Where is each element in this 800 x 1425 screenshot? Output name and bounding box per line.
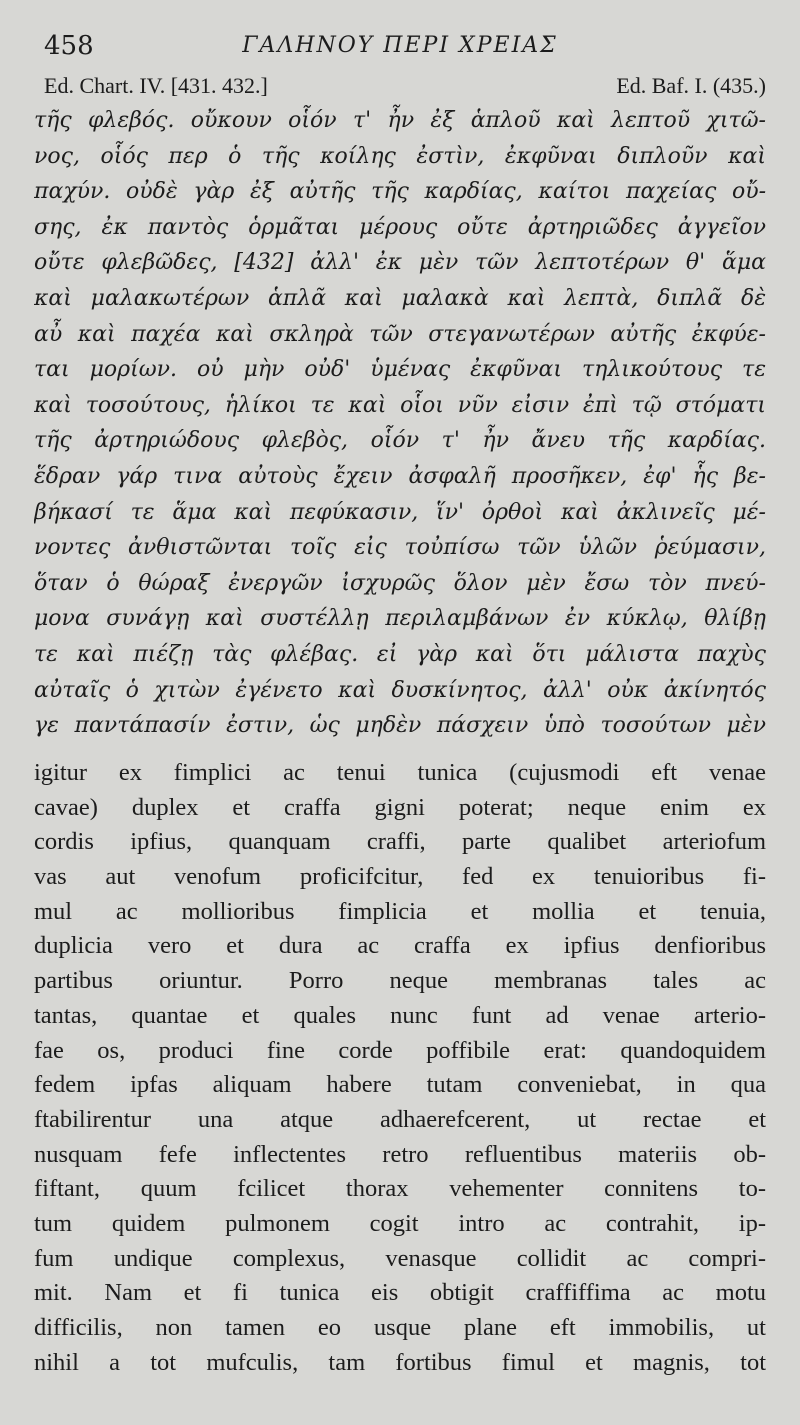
greek-text-line: καὶ τοσούτους, ἡλίκοι τε καὶ οἷοι νῦν εἰσιν ἐπὶ τῷ στόματι	[34, 392, 766, 418]
latin-text-line: vas aut venofum proficifcitur, fed ex tenuioribus fi-	[34, 863, 766, 891]
latin-text-line: mul ac mollioribus fimplicia et mollia et tenuia,	[34, 897, 766, 925]
greek-text-line: μονα συνάγῃ καὶ συστέλλῃ περιλαμβάνων ἐν κύκλῳ, θλίβῃ	[34, 606, 766, 632]
greek-text-line: ἕδραν γάρ τινα αὐτοὺς ἔχειν ἀσφαλῆ προσῆκεν, ἐφ' ἧς βε-	[34, 463, 766, 489]
greek-text-line: τῆς ἀρτηριώδους φλεβὸς, οἷόν τ' ἦν ἄνευ τῆς καρδίας.	[34, 428, 766, 454]
latin-text-line: igitur ex fimplici ac tenui tunica (cujusmodi eft venae	[34, 759, 766, 786]
edition-reference-basel: Ed. Baf. I. (435.)	[616, 73, 766, 98]
greek-text-line: ται μορίων. οὐ μὴν οὐδ' ὑμένας ἐκφῦναι τηλικούτους τε	[34, 357, 766, 383]
greek-text-line: αὐταῖς ὁ χιτὼν ἐγένετο καὶ δυσκίνητος, ἀλλ' οὐκ ἀκίνητός	[34, 677, 766, 703]
page-number: 458	[44, 31, 94, 61]
greek-text-line: οὔτε φλεβῶδες, [432] ἀλλ' ἐκ μὲν τῶν λεπτοτέρων θ' ἅμα	[34, 250, 766, 276]
running-head	[44, 26, 756, 66]
greek-text-block	[34, 103, 766, 744]
greek-text-line: νος, οἷός περ ὁ τῆς κοίλης ἐστὶν, ἐκφῦναι διπλοῦν καὶ	[34, 143, 766, 169]
greek-text-line: νοντες ἀνθιστῶνται τοῖς εἰς τοὐπίσω τῶν ὑλῶν ῥεύμασιν,	[34, 535, 766, 561]
latin-text-line: mit. Nam et fi tunica eis obtigit craffiffima ac motu	[34, 1279, 766, 1307]
latin-text-block	[34, 756, 766, 1380]
latin-text-line: tum quidem pulmonem cogit intro ac contrahit, ip-	[34, 1209, 766, 1237]
edition-reference-chartier: Ed. Chart. IV. [431. 432.]	[44, 73, 268, 98]
greek-text-line: τε καὶ πιέζῃ τὰς φλέβας. εἰ γὰρ καὶ ὅτι μάλιστα παχὺς	[34, 641, 766, 667]
latin-text-line: cavae) duplex et craffa gigni poterat; neque enim ex	[34, 793, 766, 821]
latin-text-line: difficilis, non tamen eo usque plane eft immobilis, ut	[34, 1314, 766, 1341]
latin-text-line: fae os, produci fine corde poffibile erat: quandoquidem	[34, 1036, 766, 1064]
greek-text-line: βήκασί τε ἅμα καὶ πεφύκασιν, ἵν' ὀρθοὶ καὶ ἀκλινεῖς μέ-	[34, 499, 766, 525]
greek-text-line: ὅταν ὁ θώραξ ἐνεργῶν ἰσχυρῶς ὅλον μὲν ἔσω τὸν πνεύ-	[34, 570, 766, 596]
greek-text-line: καὶ μαλακωτέρων ἁπλᾶ καὶ μαλακὰ καὶ λεπτὰ, διπλᾶ δὲ	[34, 285, 766, 311]
latin-text-line: tantas, quantae et quales nunc funt ad venae arterio-	[34, 1001, 766, 1029]
greek-text-line: τῆς φλεβός. οὔκουν οἷόν τ' ἦν ἐξ ἁπλοῦ καὶ λεπτοῦ χιτῶ-	[34, 108, 766, 133]
edition-references	[44, 70, 766, 102]
latin-text-line: nihil a tot mufculis, tam fortibus fimul et magnis, tot	[34, 1348, 766, 1376]
running-title: ΓΑΛΗΝΟΥ ΠΕΡΙ ΧΡΕΙΑΣ	[242, 33, 558, 58]
latin-text-line: nusquam fefe inflectentes retro refluentibus materiis ob-	[34, 1140, 766, 1168]
greek-text-line: παχύν. οὐδὲ γὰρ ἐξ αὐτῆς τῆς καρδίας, καίτοι παχείας οὔ-	[34, 179, 766, 205]
latin-text-line: duplicia vero et dura ac craffa ex ipfius denfioribus	[34, 932, 766, 960]
latin-text-line: partibus oriuntur. Porro neque membranas tales ac	[34, 967, 766, 995]
latin-text-line: fedem ipfas aliquam habere tutam conveniebat, in qua	[34, 1071, 766, 1099]
greek-text-line: γε παντάπασίν ἐστιν, ὡς μηδὲν πάσχειν ὑπὸ τοσούτων μὲν	[34, 713, 766, 739]
greek-text-line: σης, ἐκ παντὸς ὁρμᾶται μέρους οὔτε ἀρτηριῶδες ἀγγεῖον	[34, 214, 766, 240]
greek-text-line: αὖ καὶ παχέα καὶ σκληρὰ τῶν στεγανωτέρων αὐτῆς ἐκφύε-	[34, 321, 766, 347]
latin-text-line: fiftant, quum fcilicet thorax vehementer connitens to-	[34, 1175, 766, 1203]
latin-text-line: fum undique complexus, venasque collidit ac compri-	[34, 1244, 766, 1272]
latin-text-line: cordis ipfius, quanquam craffi, parte qualibet arteriofum	[34, 828, 766, 856]
latin-text-line: ftabilirentur una atque adhaerefcerent, ut rectae et	[34, 1105, 766, 1133]
